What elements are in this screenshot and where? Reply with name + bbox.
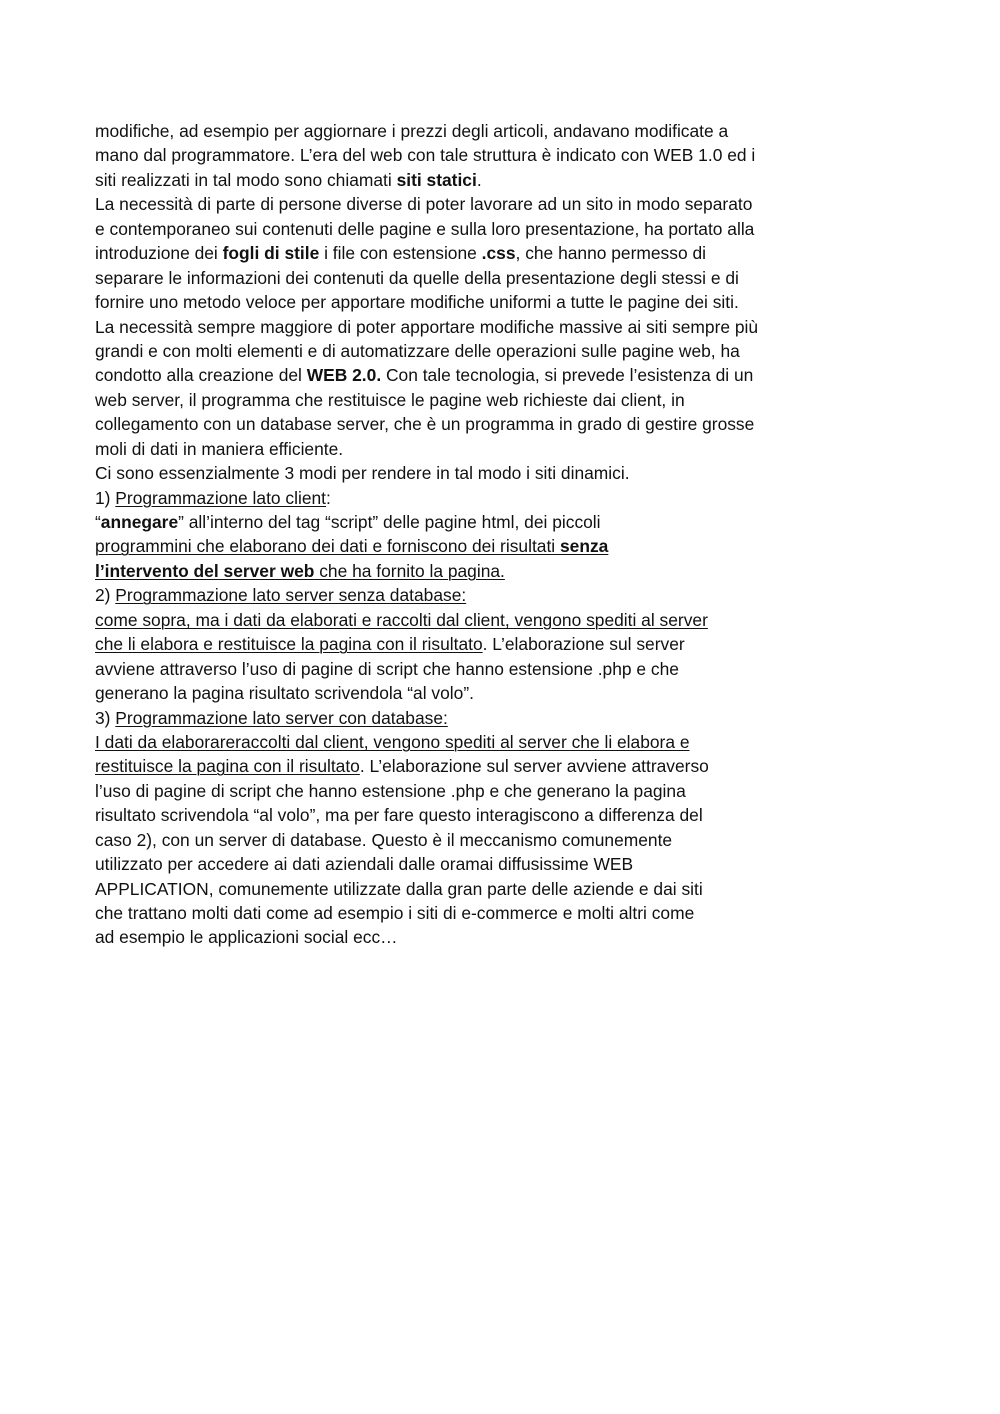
- text-run: 2): [95, 585, 116, 606]
- text-run: moli di dati in maniera efficiente.: [95, 438, 344, 459]
- text-line: [95, 217, 835, 241]
- text-run: siti realizzati in tal modo sono chiamati: [95, 169, 397, 190]
- text-line: [95, 632, 835, 656]
- text-run: introduzione dei: [95, 243, 223, 264]
- text-run: utilizzato per accedere ai dati aziendali dalle oramai diffusissime WEB: [95, 854, 634, 875]
- text-run: La necessità sempre maggiore di poter apportare modifiche massive ai siti sempre più: [95, 316, 759, 337]
- text-run: La necessità di parte di persone diverse di poter lavorare ad un sito in modo separato: [95, 194, 753, 215]
- text-run: . L’elaborazione sul server: [482, 634, 685, 655]
- text-run: Ci sono essenzialmente 3 modi per rendere in tal modo i siti dinamici.: [95, 463, 630, 484]
- underlined-text-run: programmini che elaborano dei dati e forniscono dei risultati: [95, 536, 560, 557]
- text-line: [95, 143, 835, 167]
- text-line: [95, 339, 835, 363]
- text-line: [95, 168, 835, 192]
- underlined-text-run: Programmazione lato server senza database:: [115, 585, 467, 606]
- text-run: ad esempio le applicazioni social ecc…: [95, 927, 398, 948]
- text-line: [95, 192, 835, 216]
- text-run: :: [326, 487, 331, 508]
- text-run: modifiche, ad esempio per aggiornare i prezzi degli articoli, andavano modificate a: [95, 121, 729, 141]
- text-line: [95, 754, 835, 778]
- text-line: [95, 657, 835, 681]
- text-line: [95, 925, 835, 949]
- bold-text-run: annegare: [100, 512, 179, 532]
- text-run: risultato scrivendola “al volo”, ma per fare questo interagiscono a differenza del: [95, 805, 703, 826]
- text-run: 3): [95, 707, 116, 728]
- bold-text-run: senza: [559, 536, 609, 557]
- underlined-text-run: che ha fornito la pagina.: [314, 560, 505, 581]
- text-run: fornire uno metodo veloce per apportare modifiche uniformi a tutte le pagine dei siti.: [95, 292, 739, 313]
- text-line: [95, 119, 835, 143]
- underlined-text-run: che li elabora e restituisce la pagina con il risultato: [95, 634, 483, 655]
- text-run: collegamento con un database server, che è un programma in grado di gestire grosse: [95, 414, 755, 435]
- text-run: generano la pagina risultato scrivendola “al volo”.: [95, 683, 474, 704]
- text-line: [95, 363, 835, 387]
- text-line: [95, 315, 835, 339]
- text-line: [95, 901, 835, 925]
- text-run: Con tale tecnologia, si prevede l’esistenza di un: [381, 365, 754, 386]
- text-line: [95, 241, 835, 265]
- text-run: ” all’interno del tag “script” delle pagine html, dei piccoli: [178, 512, 601, 532]
- underlined-text-run: I dati da elaborareraccolti dal client, vengono spediti al server che li elabora e: [95, 731, 690, 752]
- underlined-text-run: come sopra, ma i dati da elaborati e raccolti dal client, vengono spediti al server: [95, 609, 708, 630]
- bold-text-run: l’intervento del server web: [95, 560, 315, 581]
- text-line: [95, 730, 835, 754]
- underlined-text-run: Programmazione lato server con database:: [115, 707, 448, 728]
- text-line: [95, 510, 835, 534]
- text-run: condotto alla creazione del: [95, 365, 307, 386]
- text-run: separare le informazioni dei contenuti da quelle della presentazione degli stessi e di: [95, 267, 739, 288]
- text-line: [95, 290, 835, 314]
- bold-text-run: fogli di stile: [222, 243, 320, 264]
- text-line: [95, 461, 835, 485]
- text-line: [95, 608, 835, 632]
- text-run: 1): [95, 487, 116, 508]
- text-line: [95, 534, 835, 558]
- text-line: [95, 681, 835, 705]
- text-line: [95, 266, 835, 290]
- text-line: [95, 706, 835, 730]
- text-run: , che hanno permesso di: [515, 243, 706, 264]
- text-line: [95, 486, 835, 510]
- text-run: “: [95, 512, 101, 532]
- underlined-text-run: Programmazione lato client: [115, 487, 327, 508]
- text-run: l’uso di pagine di script che hanno estensione .php e che generano la pagina: [95, 780, 686, 801]
- bold-text-run: .css: [481, 243, 516, 264]
- text-line: [95, 388, 835, 412]
- text-run: che trattano molti dati come ad esempio i siti di e-commerce e molti altri come: [95, 903, 695, 923]
- text-run: APPLICATION, comunemente utilizzate dalla gran parte delle aziende e dai siti: [95, 878, 703, 899]
- text-run: e contemporaneo sui contenuti delle pagine e sulla loro presentazione, ha portato alla: [95, 218, 755, 239]
- text-run: mano dal programmatore. L’era del web con tale struttura è indicato con WEB 1.0 ed i: [95, 145, 756, 166]
- text-line: [95, 559, 835, 583]
- text-line: [95, 828, 835, 852]
- text-run: caso 2), con un server di database. Questo è il meccanismo comunemente: [95, 829, 673, 850]
- bold-text-run: WEB 2.0.: [306, 365, 382, 386]
- text-line: [95, 779, 835, 803]
- text-line: [95, 877, 835, 901]
- document-body-text: [95, 119, 835, 950]
- text-line: [95, 437, 835, 461]
- text-run: web server, il programma che restituisce le pagine web richieste dai client, in: [95, 389, 685, 410]
- text-run: grandi e con molti elementi e di automatizzare delle operazioni sulle pagine web, ha: [95, 340, 740, 361]
- text-run: avviene attraverso l’uso di pagine di script che hanno estensione .php e che: [95, 658, 679, 679]
- text-run: . L’elaborazione sul server avviene attraverso: [359, 756, 709, 777]
- text-line: [95, 852, 835, 876]
- underlined-text-run: restituisce la pagina con il risultato: [95, 756, 360, 777]
- text-line: [95, 412, 835, 436]
- text-line: [95, 583, 835, 607]
- bold-text-run: siti statici: [396, 169, 477, 190]
- text-run: i file con estensione: [319, 243, 482, 264]
- text-line: [95, 803, 835, 827]
- text-run: .: [476, 169, 482, 190]
